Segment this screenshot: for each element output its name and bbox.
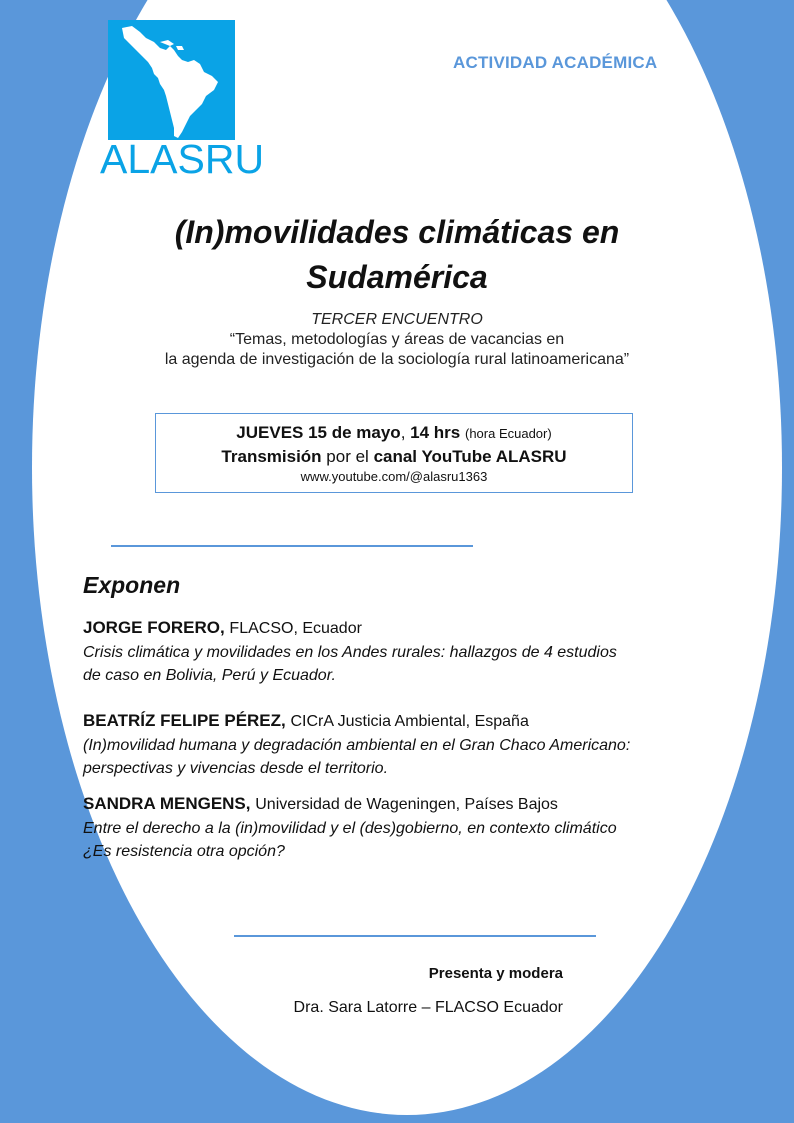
- subtitle: [0, 310, 794, 370]
- moderator-name: Dra. Sara Latorre – FLACSO Ecuador: [293, 999, 563, 1016]
- section-title-exponen: Exponen: [83, 572, 181, 598]
- speaker-2-topic-line-1: (In)movilidad humana y degradación ambiental en el Gran Chaco Americano:: [83, 737, 631, 754]
- speaker-2-topic-line-2: perspectivas y vivencias desde el territorio.: [83, 760, 389, 777]
- speaker-3: [83, 792, 723, 863]
- youtube-url-link[interactable]: www.youtube.com/@alasru1363: [300, 469, 488, 484]
- latin-america-map-icon: [108, 20, 235, 140]
- title-line-2: Sudamérica: [306, 259, 488, 295]
- speaker-1: [83, 616, 723, 687]
- speaker-2-name: BEATRÍZ FELIPE PÉREZ,: [83, 711, 286, 730]
- logo-text: ALASRU: [100, 136, 265, 182]
- speaker-1-heading: [83, 616, 723, 641]
- encuentro-label: TERCER ENCUENTRO: [311, 311, 483, 328]
- speaker-1-name: JORGE FORERO,: [83, 618, 225, 637]
- event-transmission-line: [156, 445, 632, 468]
- moderator-label: Presenta y modera: [428, 965, 563, 982]
- event-date-line: [156, 422, 632, 445]
- event-time: 14 hrs: [410, 423, 461, 442]
- speaker-3-heading: [83, 792, 723, 817]
- subtitle-line-2: la agenda de investigación de la sociología rural latinoamericana”: [164, 351, 630, 368]
- speaker-2-heading: [83, 709, 723, 734]
- transmission-label: Transmisión: [221, 447, 322, 466]
- event-date: JUEVES 15 de mayo: [236, 423, 401, 442]
- speaker-3-topic-line-2: ¿Es resistencia otra opción?: [83, 843, 285, 860]
- speaker-3-topic-line-1: Entre el derecho a la (in)movilidad y el (des)gobierno, en contexto climático: [83, 820, 617, 837]
- event-date-separator: ,: [400, 423, 411, 442]
- page-title: [0, 210, 794, 300]
- speaker-3-name: SANDRA MENGENS,: [83, 794, 251, 813]
- por-el-text: por el: [326, 447, 369, 466]
- divider-top: [111, 545, 473, 547]
- event-timezone: (hora Ecuador): [464, 426, 552, 441]
- divider-bottom: [234, 935, 596, 937]
- subtitle-line-1: “Temas, metodologías y áreas de vacancias en: [229, 331, 565, 348]
- activity-tag: ACTIVIDAD ACADÉMICA: [453, 53, 658, 72]
- speaker-1-topic-line-2: de caso en Bolivia, Perú y Ecuador.: [83, 667, 336, 684]
- youtube-channel: canal YouTube ALASRU: [373, 447, 567, 466]
- title-line-1: (In)movilidades climáticas en: [174, 214, 620, 250]
- speaker-1-topic-line-1: Crisis climática y movilidades en los Andes rurales: hallazgos de 4 estudios: [83, 644, 617, 661]
- event-info-box: [155, 413, 633, 493]
- speaker-3-affiliation: Universidad de Wageningen, Países Bajos: [255, 796, 558, 813]
- speaker-1-affiliation: FLACSO, Ecuador: [229, 620, 362, 637]
- speaker-2-affiliation: CICrA Justicia Ambiental, España: [290, 713, 529, 730]
- speaker-2: [83, 709, 723, 780]
